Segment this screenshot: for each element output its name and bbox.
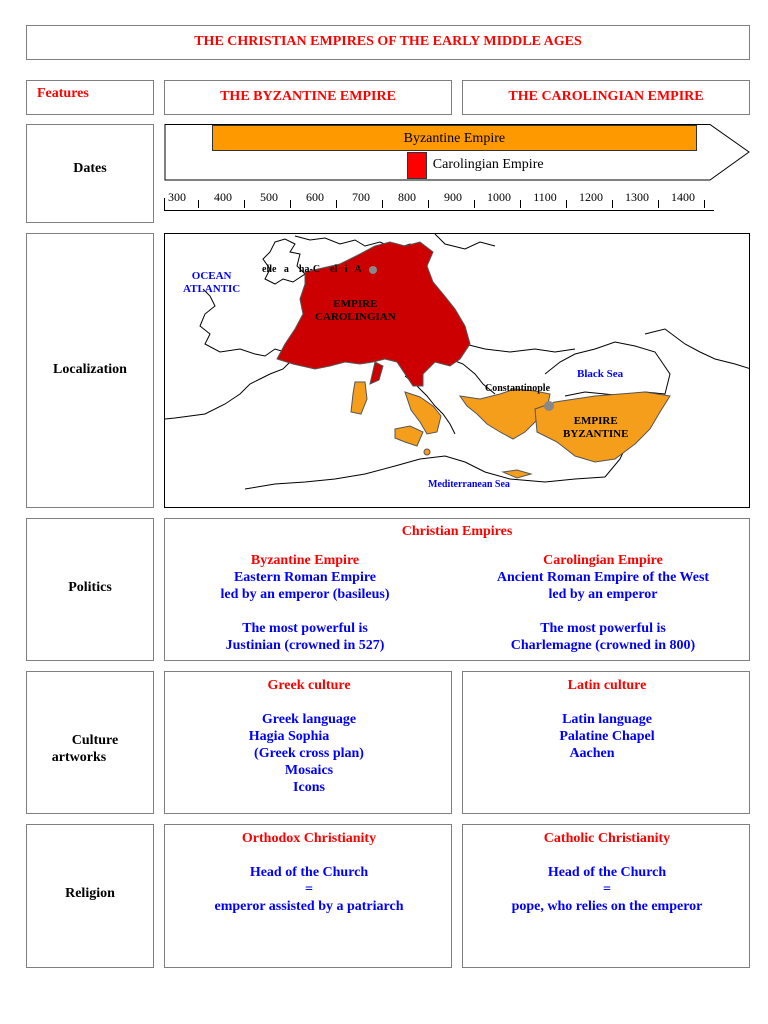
carolingian-map-label <box>315 298 396 324</box>
politics-left-title: Byzantine Empire <box>250 553 360 568</box>
politics-right-line: The most powerful is <box>540 621 666 636</box>
constantinople-marker <box>544 401 554 411</box>
timeline-tick-label: 400 <box>214 190 232 204</box>
culture-left-box <box>164 671 452 814</box>
timeline-axis-line <box>164 210 714 211</box>
corsica-region <box>370 362 383 384</box>
politics-heading: Christian Empires <box>401 524 513 539</box>
carolingian-header-label: THE CAROLINGIAN EMPIRE <box>508 89 704 104</box>
religion-right-line: Head of the Church <box>547 865 667 880</box>
east-coast <box>645 329 750 369</box>
religion-label: Religion <box>65 886 115 901</box>
timeline-tick-label: 500 <box>260 190 278 204</box>
timeline-tick-label: 600 <box>306 190 324 204</box>
culture-left-line: Icons <box>293 780 325 795</box>
religion-left-line: Head of the Church <box>249 865 369 880</box>
localization-label-box <box>26 233 154 508</box>
ocean-line1: OCEAN <box>191 270 232 282</box>
politics-left-line: led by an emperor (basileus) <box>220 587 390 602</box>
timeline-tick-mark <box>428 200 429 208</box>
timeline-tick-label: 1300 <box>625 190 649 204</box>
timeline-tick-mark <box>658 200 659 208</box>
crete-region <box>503 470 531 478</box>
timeline-tick-label: 1000 <box>487 190 511 204</box>
culture-left-line: Hagia Sophia <box>248 729 330 744</box>
features-header <box>26 80 154 115</box>
religion-left-box <box>164 824 452 968</box>
religion-left-title: Orthodox Christianity <box>241 831 377 846</box>
timeline-tick-label: 900 <box>444 190 462 204</box>
sicily-region <box>395 426 423 446</box>
timeline-tick-label: 300 <box>168 190 186 204</box>
aachen-marker <box>369 266 377 274</box>
britain-coast <box>263 239 305 284</box>
politics-left <box>165 552 445 654</box>
politics-right <box>465 552 741 654</box>
byzantine-map-label <box>563 415 628 441</box>
carolingian-bar-label: Carolingian Empire <box>432 157 544 172</box>
sardinia-region <box>351 382 367 414</box>
politics-right-line: Ancient Roman Empire of the West <box>496 570 710 585</box>
culture-right-line: Aachen <box>569 746 615 761</box>
timeline-tick-mark <box>704 200 705 208</box>
culture-right <box>463 677 751 762</box>
politics-right-title: Carolingian Empire <box>543 553 663 568</box>
culture-left-line: (Greek cross plan) <box>254 746 364 761</box>
politics-left-line: Justinian (crowned in 527) <box>225 638 385 653</box>
timeline-axis <box>164 0 724 220</box>
politics-box <box>164 518 750 661</box>
culture-left-title: Greek culture <box>267 678 351 693</box>
byzantine-bar-label: Byzantine Empire <box>403 131 506 146</box>
iberia-coast <box>165 289 290 419</box>
byzantine-map-line2: BYZANTINE <box>563 428 629 440</box>
black-sea-label: Black Sea <box>577 368 624 380</box>
culture-label-line2: artworks <box>51 750 107 765</box>
politics-right-line: led by an emperor <box>548 587 658 602</box>
timeline-tick-mark <box>520 200 521 208</box>
timeline-tick-mark <box>198 200 199 208</box>
timeline-tick-label: 800 <box>398 190 416 204</box>
timeline-tick-mark <box>474 200 475 208</box>
timeline-tick-mark <box>566 200 567 208</box>
religion-right-box <box>462 824 750 968</box>
dates-label-box <box>26 124 154 223</box>
dates-label: Dates <box>73 161 107 176</box>
politics-label: Politics <box>68 580 112 595</box>
page-title: THE CHRISTIAN EMPIRES OF THE EARLY MIDDLE AGES <box>194 34 582 49</box>
timeline-tick-mark <box>382 200 383 208</box>
religion-left-line: = <box>305 882 313 897</box>
ocean-atlantic-label <box>183 270 240 296</box>
religion-label-box <box>26 824 154 968</box>
culture-right-line: Latin language <box>562 712 652 727</box>
localization-label: Localization <box>53 362 127 377</box>
politics-right-line <box>465 603 741 620</box>
carolingian-map-line2: CAROLINGIAN <box>315 311 396 323</box>
carolingian-map-line1: EMPIRE <box>333 298 378 310</box>
culture-label-box <box>26 671 154 814</box>
culture-right-box <box>462 671 750 814</box>
religion-right-title: Catholic Christianity <box>543 831 671 846</box>
features-label: Features <box>37 86 89 101</box>
byzantine-map-line1: EMPIRE <box>573 415 618 427</box>
culture-label-line1: Culture <box>71 733 119 748</box>
religion-right-line: pope, who relies on the emperor <box>511 899 703 914</box>
timeline-tick-mark <box>612 200 613 208</box>
culture-right-title: Latin culture <box>567 678 647 693</box>
politics-label-box <box>26 518 154 661</box>
culture-left-line: Mosaics <box>284 763 334 778</box>
religion-left-line: emperor assisted by a patriarch <box>214 899 404 914</box>
map-box <box>164 233 750 508</box>
balkan-coast <box>465 344 575 352</box>
religion-left <box>165 830 453 915</box>
ocean-line2: ATLANTIC <box>183 283 241 295</box>
north-africa-coast <box>245 456 605 489</box>
map <box>165 234 750 508</box>
culture-left <box>165 677 453 796</box>
scandinavia-coast <box>435 234 495 249</box>
religion-right-line: = <box>603 882 611 897</box>
aachen-label: elle a ha-C el i A <box>262 264 362 275</box>
timeline-tick-label: 1100 <box>533 190 557 204</box>
constantinople-label: Constantinople <box>485 383 551 394</box>
religion-right-line <box>463 847 751 864</box>
culture-left-line <box>165 694 453 711</box>
politics-left-line: Eastern Roman Empire <box>233 570 377 585</box>
timeline-tick-mark <box>290 200 291 208</box>
cyprus-region <box>424 449 430 455</box>
culture-right-line: Palatine Chapel <box>559 729 655 744</box>
timeline-tick-mark <box>336 200 337 208</box>
politics-left-line: The most powerful is <box>242 621 368 636</box>
politics-right-line: Charlemagne (crowned in 800) <box>510 638 696 653</box>
mediterranean-label: Mediterranean Sea <box>428 479 510 490</box>
religion-right <box>463 830 751 915</box>
timeline-tick-label: 1200 <box>579 190 603 204</box>
timeline-tick-mark <box>244 200 245 208</box>
culture-left-line: Greek language <box>261 712 357 727</box>
culture-right-line <box>463 694 751 711</box>
byzantine-header-label: THE BYZANTINE EMPIRE <box>220 89 396 104</box>
timeline-tick-label: 1400 <box>671 190 695 204</box>
timeline-tick-label: 700 <box>352 190 370 204</box>
religion-left-line <box>165 847 453 864</box>
timeline-axis-left-end <box>164 198 165 210</box>
politics-left-line <box>165 603 445 620</box>
